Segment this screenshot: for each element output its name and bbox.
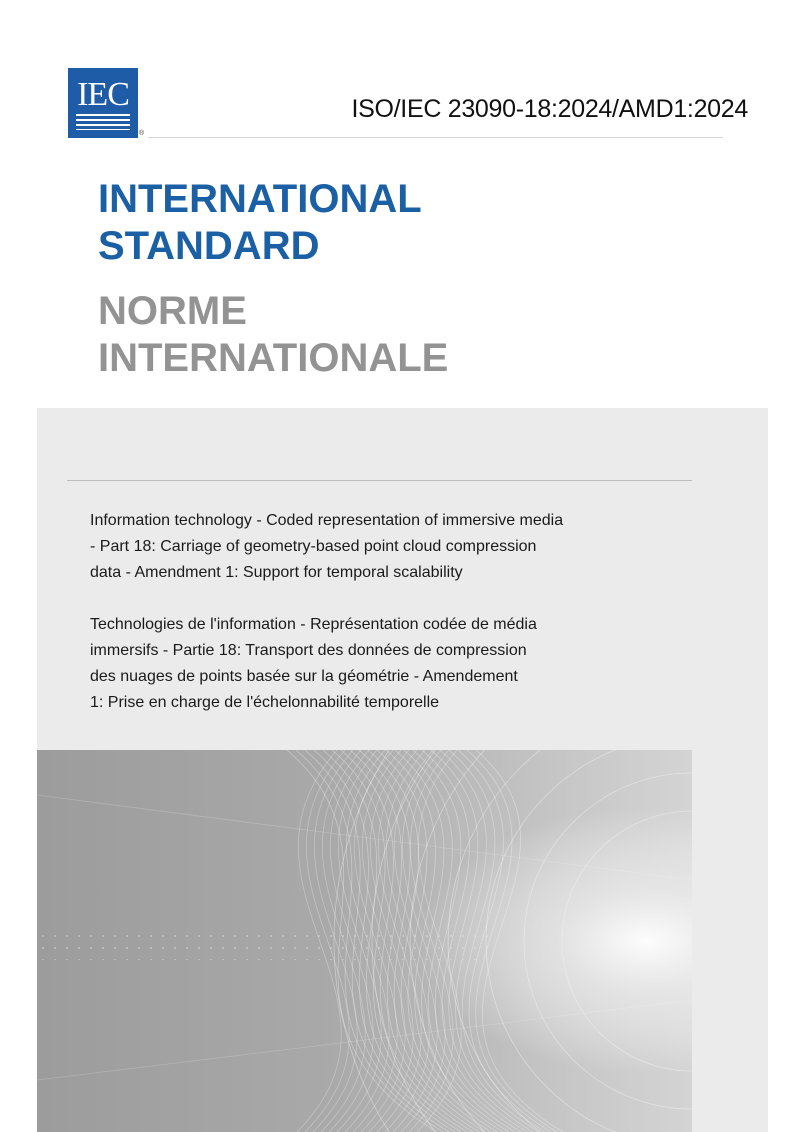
logo-text: IEC (77, 76, 129, 113)
desc-fr-line: 1: Prise en charge de l'échelonnabilité temporelle (90, 694, 440, 711)
cover-artwork (37, 750, 692, 1132)
desc-en-line: Information technology - Coded representation of immersive media (90, 512, 564, 529)
iec-logo (68, 68, 138, 138)
description-english (90, 508, 630, 586)
logo-lines (76, 114, 130, 130)
panel-divider (67, 480, 692, 481)
desc-fr-line: immersifs - Partie 18: Transport des données de compression (90, 642, 527, 659)
title-fr-line: INTERNATIONALE (98, 336, 449, 380)
standard-number: ISO/IEC 23090-18:2024/AMD1:2024 (351, 95, 748, 123)
title-french (98, 288, 448, 382)
desc-en-line: - Part 18: Carriage of geometry-based point cloud compression (90, 538, 537, 555)
desc-en-line: data - Amendment 1: Support for temporal scalability (90, 564, 463, 581)
desc-fr-line: Technologies de l'information - Représentation codée de média (90, 616, 537, 633)
registered-mark: ® (139, 130, 145, 137)
description-french (90, 612, 630, 716)
title-english (98, 176, 422, 270)
top-divider (148, 137, 723, 138)
title-en-line: STANDARD (98, 224, 320, 268)
title-fr-line: NORME (98, 289, 247, 333)
title-en-line: INTERNATIONAL (98, 177, 422, 221)
desc-fr-line: des nuages de points basée sur la géométrie - Amendement (90, 668, 518, 685)
